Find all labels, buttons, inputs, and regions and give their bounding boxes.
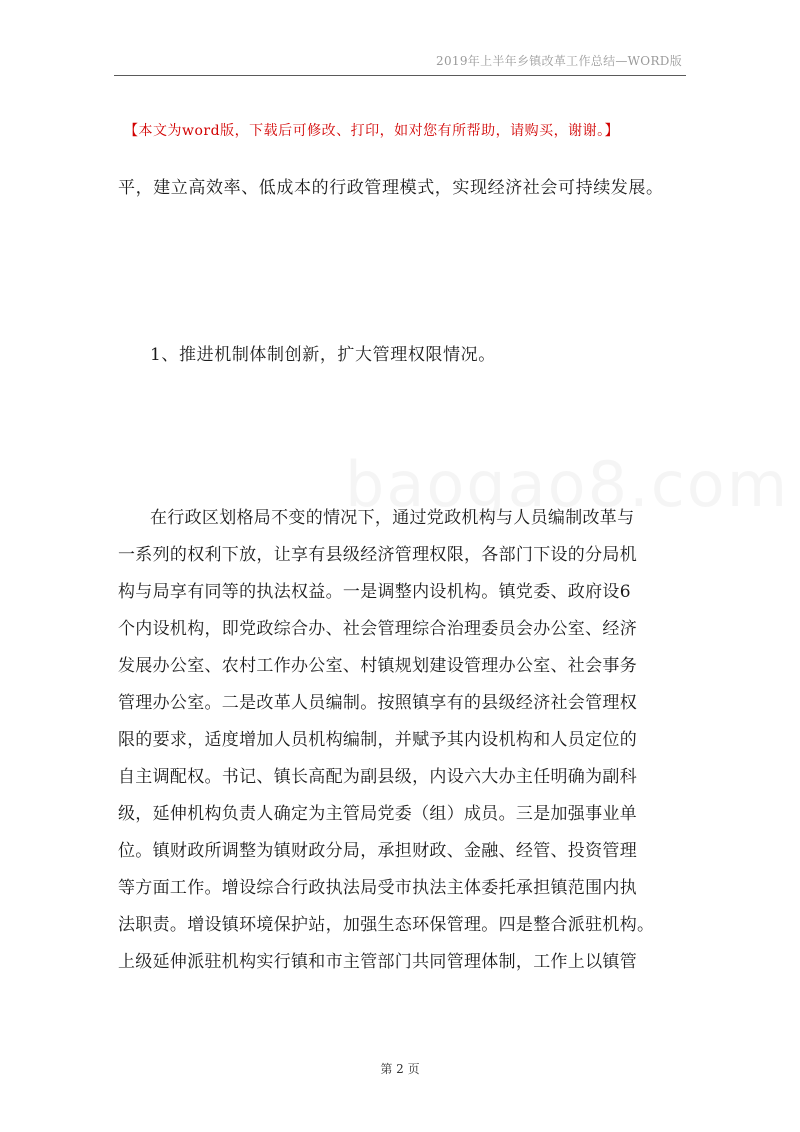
paragraph-line: 位。镇财政所调整为镇财政分局，承担财政、金融、经管、投资管理 — [118, 841, 637, 861]
paragraph-line: 限的要求，适度增加人员机构编制，并赋予其内设机构和人员定位的 — [118, 730, 637, 750]
document-header-title: 2019年上半年乡镇改革工作总结—WORD版 — [436, 54, 682, 68]
paragraph-line: 法职责。增设镇环境保护站，加强生态环保管理。四是整合派驻机构。 — [118, 915, 655, 935]
paragraph-line: 一系列的权利下放，让享有县级经济管理权限，各部门下设的分局机 — [118, 545, 637, 565]
paragraph-line: 在行政区划格局不变的情况下，通过党政机构与人员编制改革与 — [150, 508, 635, 528]
paragraph-line: 上级延伸派驻机构实行镇和市主管部门共同管理体制，工作上以镇管 — [118, 952, 637, 972]
paragraph-line: 级，延伸机构负责人确定为主管局党委（组）成员。三是加强事业单 — [118, 804, 637, 824]
header-divider — [114, 75, 686, 76]
paragraph-line: 个内设机构，即党政综合办、社会管理综合治理委员会办公室、经济 — [118, 619, 637, 639]
download-notice: 【本文为word版，下载后可修改、打印，如对您有所帮助，请购买，谢谢。】 — [124, 123, 620, 139]
section-heading: 1、推进机制体制创新，扩大管理权限情况。 — [150, 345, 496, 365]
paragraph-line: 发展办公室、农村工作办公室、村镇规划建设管理办公室、社会事务 — [118, 656, 637, 676]
paragraph-line: 等方面工作。增设综合行政执法局受市执法主体委托承担镇范围内执 — [118, 878, 637, 898]
page-number: 第 2 页 — [380, 1062, 420, 1076]
paragraph-line: 构与局享有同等的执法权益。一是调整内设机构。镇党委、政府设6 — [118, 582, 631, 602]
continuation-line: 平，建立高效率、低成本的行政管理模式，实现经济社会可持续发展。 — [118, 178, 664, 198]
paragraph-line: 管理办公室。二是改革人员编制。按照镇享有的县级经济社会管理权 — [118, 693, 637, 713]
body-paragraph — [118, 500, 693, 981]
paragraph-line: 自主调配权。书记、镇长高配为副县级，内设六大办主任明确为副科 — [118, 767, 637, 787]
